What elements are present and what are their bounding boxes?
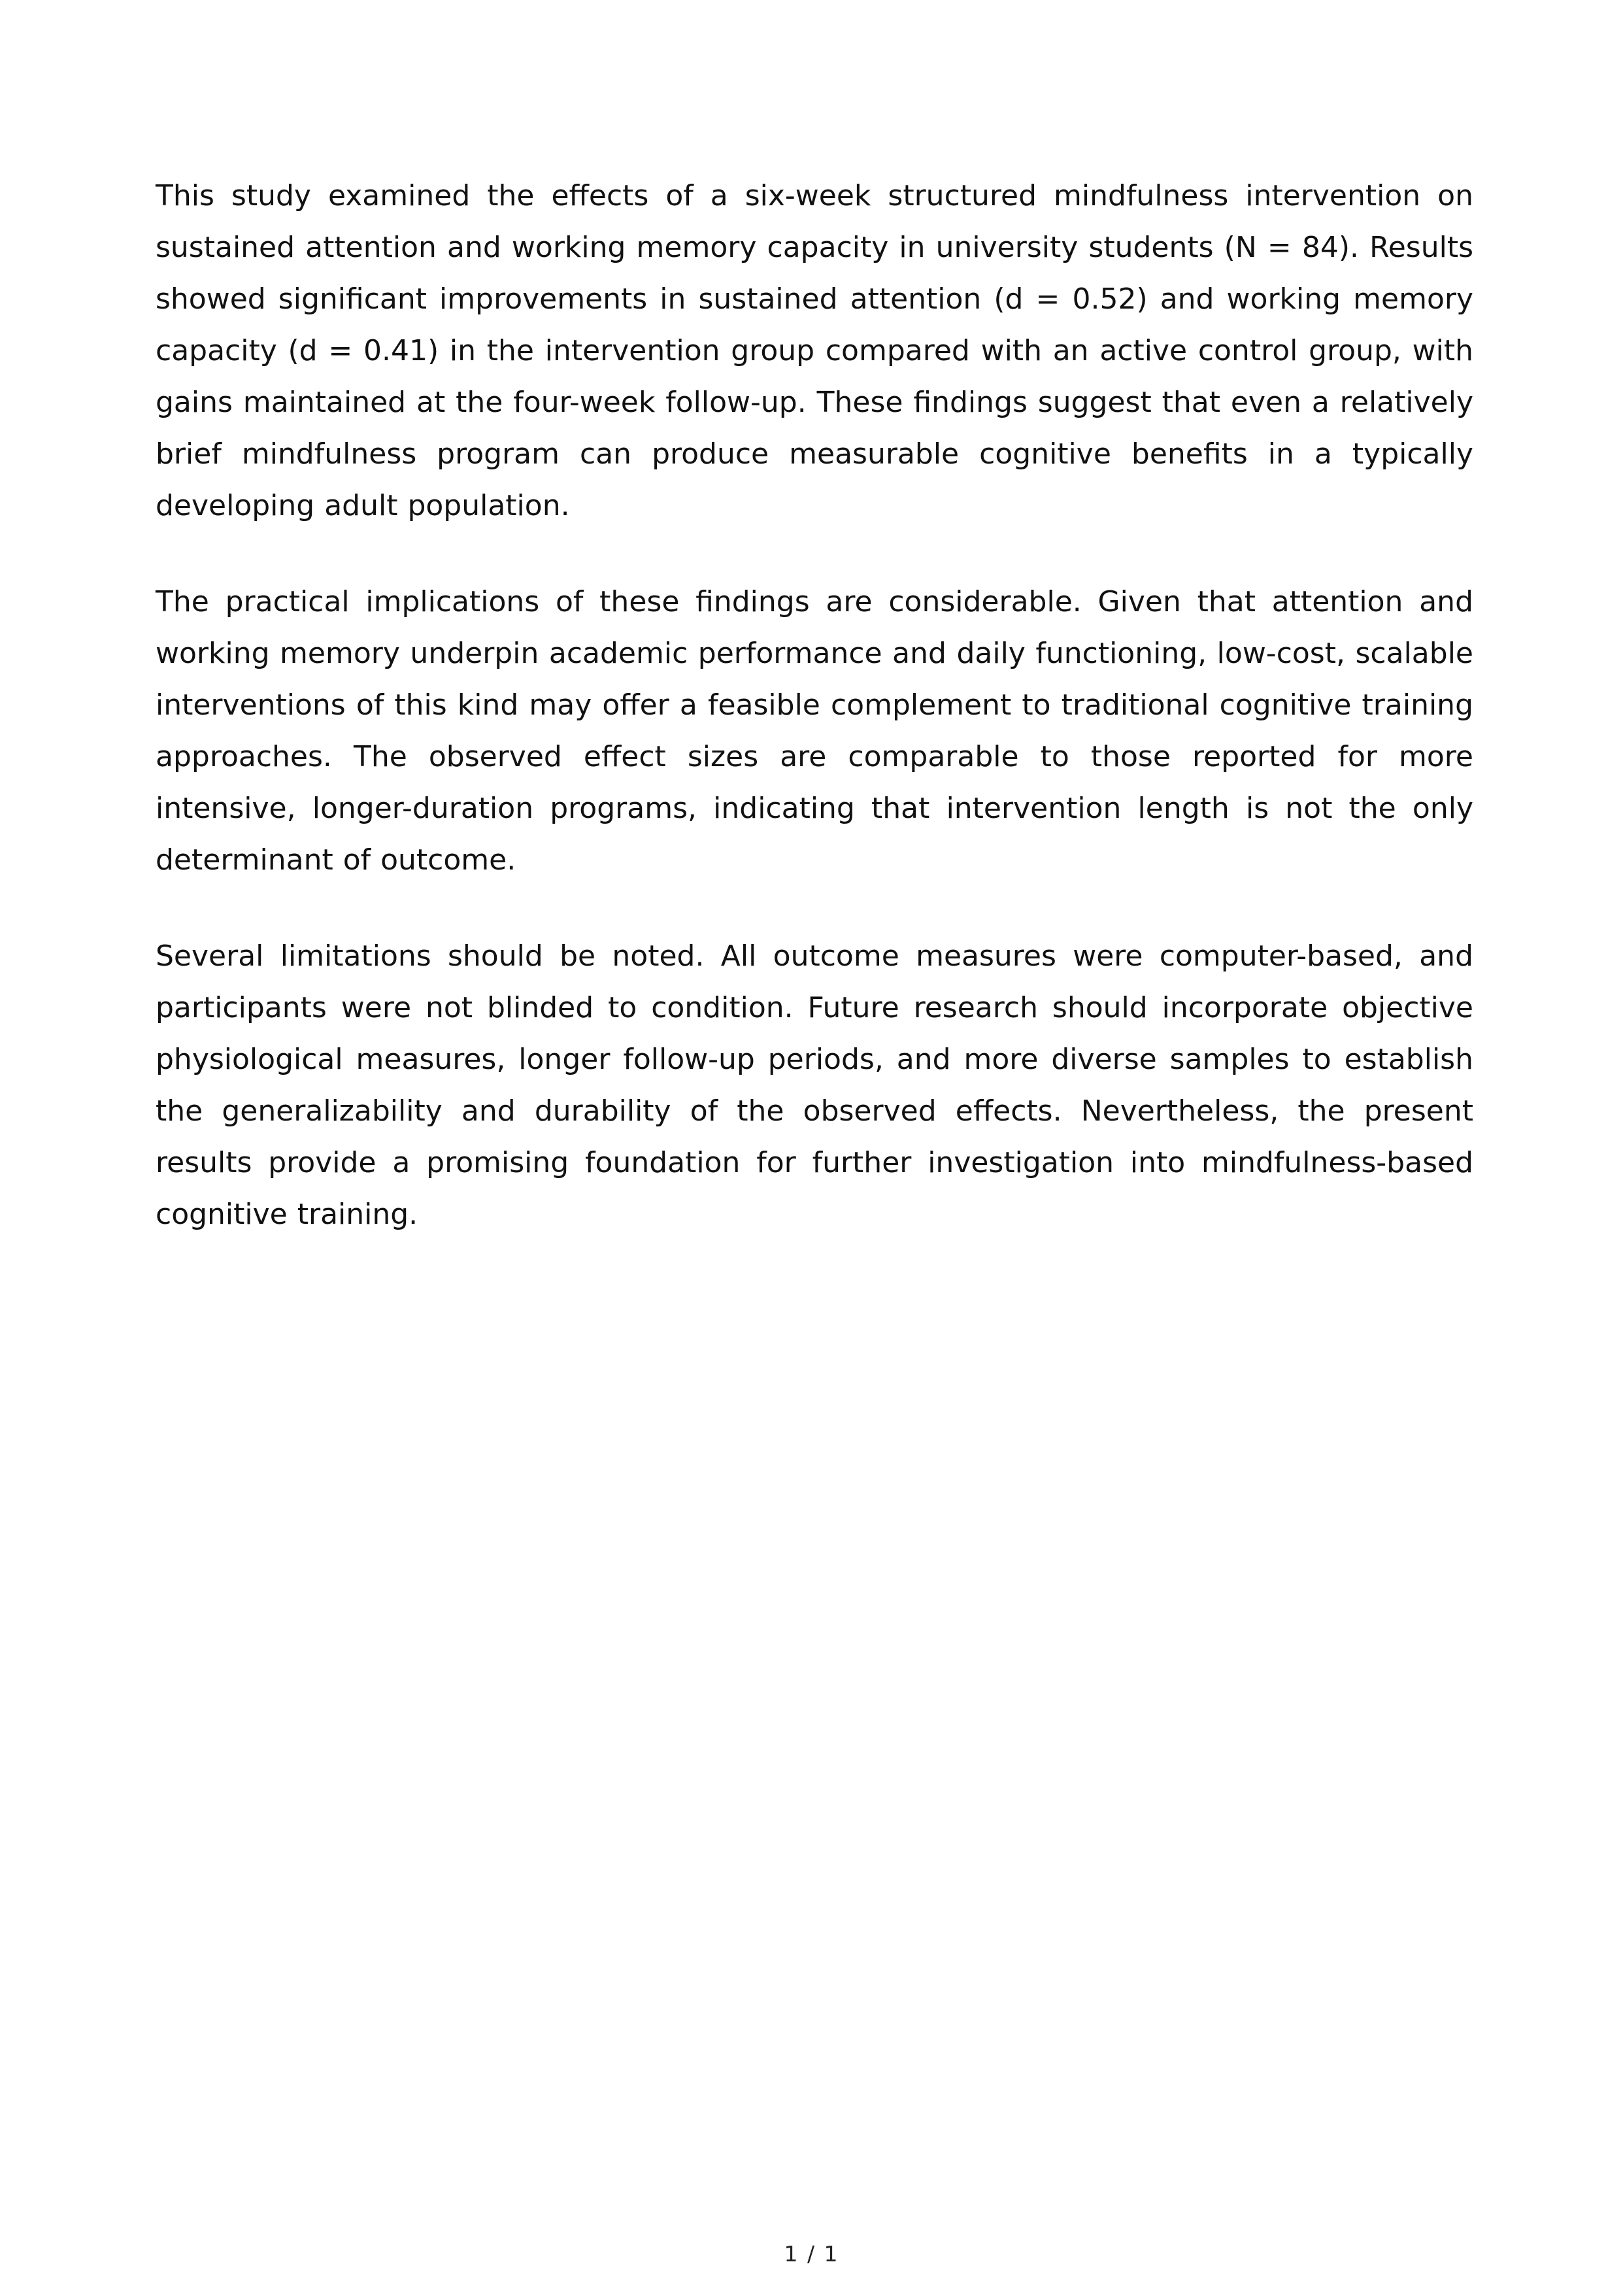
paragraph-summary: This study examined the effects of a six-week structured mindfulness intervention on sustained attention and working memory capacity in university students (N = 84). Results showed significant improvements in sustained attention (d = 0.52) and working memory capacity (d = 0.41) in the intervention group compared with an active control group, with gains maintained at the four-week follow-up. These findings suggest that even a relatively brief mindfulness program can produce measurable cognitive benefits in a typically developing adult population. bbox=[156, 179, 1473, 522]
paragraph-limitations: Several limitations should be noted. All outcome measures were computer-based, and participants were not blinded to condition. Future research should incorporate objective physiological measures, longer follow-up periods, and more diverse samples to establish the generalizability and durability of the observed effects. Nevertheless, the present results provide a promising foundation for further investigation into mindfulness-based cognitive training. bbox=[156, 939, 1473, 1231]
paragraph-implications: The practical implications of these findings are considerable. Given that attention and working memory underpin academic performance and daily functioning, low-cost, scalable interventions of this kind may offer a feasible complement to traditional cognitive training approaches. The observed effect sizes are comparable to those reported for more intensive, longer-duration programs, indicating that intervention length is not the only determinant of outcome. bbox=[156, 585, 1473, 877]
document-body bbox=[156, 170, 1473, 1285]
page-number: 1 / 1 bbox=[784, 2241, 839, 2267]
